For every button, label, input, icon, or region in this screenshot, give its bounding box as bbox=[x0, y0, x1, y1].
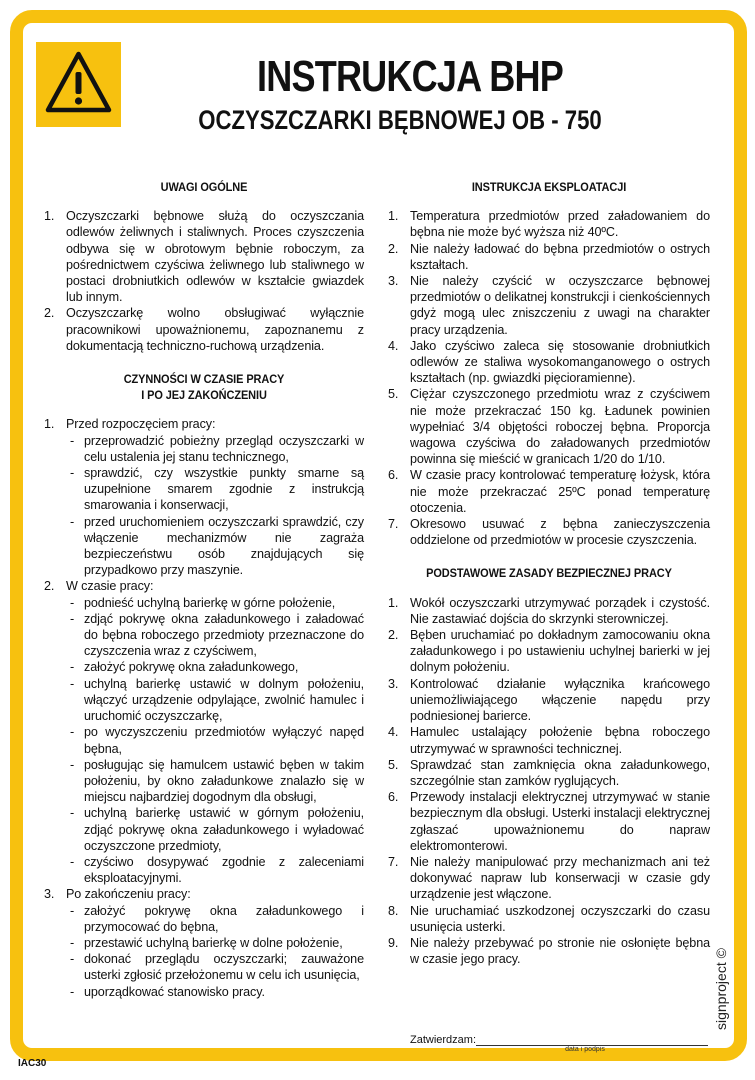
item-text: Oczyszczarki bębnowe służą do oczyszczania odlewów żeliwnych i staliwnych. Proces czyszczenia odbywa się w obrotowym bębnie roboczym, za pośrednictwem czyściwa żeliwnego lub staliwnego w postaci drobniutkich odlewów w kształcie gwiazdek lub innym. bbox=[66, 209, 364, 305]
item-number: 4. bbox=[388, 338, 399, 353]
item-number: 8. bbox=[388, 903, 399, 918]
list-item bbox=[388, 627, 710, 676]
sub-list-item: - czyściwo dosypywać zgodnie z zaleceniami eksploatacyjnymi. bbox=[66, 854, 364, 886]
sub-list-item: - uchylną barierkę ustawić w dolnym położeniu, włączyć urządzenie odpylające, zwolnić hamulec i uruchomić oczyszczarkę, bbox=[66, 676, 364, 725]
item-number: 3. bbox=[388, 676, 399, 691]
item-number: 2. bbox=[388, 241, 399, 256]
work-list bbox=[44, 416, 364, 999]
list-item bbox=[44, 305, 364, 354]
sub-list-item: - przeprowadzić pobieżny przegląd oczyszczarki w celu ustalenia jej stanu technicznego, bbox=[66, 433, 364, 465]
list-item bbox=[388, 338, 710, 387]
list-item bbox=[388, 467, 710, 516]
sub-list-item: - założyć pokrywę okna załadunkowego, bbox=[66, 659, 364, 675]
sub-list-item: - dokonać przeglądu oczyszczarki; zauważone usterki zgłosić przełożonemu w celu ich usunięcia, bbox=[66, 951, 364, 983]
operation-list bbox=[388, 208, 710, 548]
item-number: 1. bbox=[44, 417, 55, 432]
list-item bbox=[388, 903, 710, 935]
item-text: Ciężar czyszczonego przedmiotu wraz z czyściwem nie może przekraczać 150 kg. Ładunek powinien wypełniać 3/4 objętości roboczej bębna. Proporcja wagowa czyściwa do załadowanych przedmiotów powinna się mieścić w granicach 1/20 do 1/10. bbox=[410, 387, 710, 467]
item-text: Nie należy przebywać po stronie nie osłonięte bębna w czasie jego pracy. bbox=[410, 935, 710, 967]
item-number: 3. bbox=[44, 887, 55, 902]
item-number: 3. bbox=[388, 274, 399, 289]
item-number: 2. bbox=[44, 579, 55, 594]
sub-list-item: - po wyczyszczeniu przedmiotów wyłączyć napęd bębna, bbox=[66, 724, 364, 756]
item-text: Hamulec ustalający położenie bębna roboczego utrzymywać w sprawności technicznej. bbox=[410, 725, 710, 756]
list-item bbox=[44, 578, 364, 886]
section-title-general: UWAGI OGÓLNE bbox=[160, 180, 248, 194]
item-text: Po zakończeniu pracy: bbox=[66, 887, 191, 902]
list-item bbox=[388, 595, 710, 627]
item-number: 1. bbox=[388, 209, 399, 224]
list-item bbox=[388, 241, 710, 273]
warning-triangle-icon bbox=[36, 42, 121, 127]
sub-list-item: - przed uruchomieniem oczyszczarki sprawdzić, czy włączenie mechanizmów nie zagraża bezpieczeństwu osób znajdujących się przypadkowo przy maszynie. bbox=[66, 514, 364, 579]
list-item bbox=[388, 386, 710, 467]
sub-list-item: - przestawić uchylną barierkę w dolne położenie, bbox=[66, 935, 364, 951]
item-number: 5. bbox=[388, 387, 399, 402]
list-item bbox=[44, 416, 364, 578]
list-item bbox=[388, 789, 710, 854]
sub-list bbox=[66, 903, 364, 1000]
list-item bbox=[388, 208, 710, 240]
item-number: 2. bbox=[388, 628, 399, 643]
left-column bbox=[44, 172, 364, 1000]
item-text: Oczyszczarkę wolno obsługiwać wyłącznie pracownikowi upoważnionemu, zapoznanemu z dokumentacją techniczno-ruchową urządzenia. bbox=[66, 306, 364, 353]
section-title-operation: INSTRUKCJA EKSPLOATACJI bbox=[471, 180, 627, 194]
sub-list-item: - założyć pokrywę okna załadunkowego i przymocować do bębna, bbox=[66, 903, 364, 935]
item-text: W czasie pracy kontrolować temperaturę łożysk, która nie może przekraczać 25ºC ponad temperaturę otoczenia. bbox=[410, 468, 710, 515]
item-text: Jako czyściwo zaleca się stosowanie drobniutkich odlewów ze staliwa wysokomanganowego o ostrych kształtach (np. gwiazdki pięcioramienne). bbox=[410, 338, 710, 386]
item-text: Temperatura przedmiotów przed załadowaniem do bębna nie może być wyższa niż 40ºC. bbox=[410, 209, 710, 240]
signature-caption: data i podpis bbox=[565, 1046, 605, 1053]
item-text: Nie uruchamiać uszkodzonej oczyszczarki do czasu usunięcia usterki. bbox=[410, 903, 710, 934]
section-title-work-line2: I PO JEJ ZAKOŃCZENIU bbox=[141, 388, 267, 403]
item-number: 7. bbox=[388, 517, 399, 532]
list-item bbox=[44, 208, 364, 305]
approve-label: Zatwierdzam: bbox=[410, 1034, 477, 1046]
item-number: 6. bbox=[388, 468, 399, 483]
sub-list bbox=[66, 433, 364, 579]
item-text: Nie należy manipulować przy mechanizmach ani też dokonywać napraw lub konserwacji w czasie gdy urządzenie jest włączone. bbox=[410, 854, 710, 902]
item-text: Przed rozpoczęciem pracy: bbox=[66, 417, 216, 432]
sub-list-item: - zdjąć pokrywę okna załadunkowego i załadować do bębna roboczego przedmioty przeznaczone do czyszczenia wraz z czyściwem, bbox=[66, 611, 364, 660]
list-item bbox=[388, 516, 710, 548]
list-item bbox=[388, 757, 710, 789]
item-number: 4. bbox=[388, 725, 399, 740]
page-subtitle: OCZYSZCZARKI BĘBNOWEJ OB - 750 bbox=[198, 105, 602, 135]
general-list bbox=[44, 208, 364, 354]
right-column bbox=[388, 172, 710, 967]
list-item bbox=[44, 886, 364, 999]
item-text: Wokół oczyszczarki utrzymywać porządek i czystość. Nie zastawiać dojścia do skrzynki sterowniczej. bbox=[410, 595, 710, 626]
item-number: 7. bbox=[388, 854, 399, 869]
item-text: Okresowo usuwać z bębna zanieczyszczenia oddzielone od przedmiotów w procesie czyszczenia. bbox=[410, 517, 710, 548]
safety-list bbox=[388, 595, 710, 968]
section-title-work bbox=[60, 371, 348, 403]
sub-list-item: - posługując się hamulcem ustawić bęben w takim położeniu, by okno załadunkowe znalazło się w miejscu najbardziej dogodnym dla obsługi, bbox=[66, 757, 364, 806]
item-text: W czasie pracy: bbox=[66, 579, 154, 594]
item-text: Przewody instalacji elektrycznej utrzymywać w stanie bezpiecznym dla obsługi. Usterki instalacji elektrycznej zgłaszać upoważnionemu do napraw elektromonterowi. bbox=[410, 790, 710, 853]
sub-list-item: - uporządkować stanowisko pracy. bbox=[66, 984, 364, 1000]
sub-list bbox=[66, 595, 364, 887]
sign-code: IAC30 bbox=[18, 1058, 47, 1069]
list-item bbox=[388, 273, 710, 338]
list-item bbox=[388, 854, 710, 903]
sub-list-item: - podnieść uchylną barierkę w górne położenie, bbox=[66, 595, 364, 611]
sub-list-item: - sprawdzić, czy wszystkie punkty smarne są uzupełnione smarem zgodnie z instrukcją smarowania i konserwacji, bbox=[66, 465, 364, 514]
list-item bbox=[388, 935, 710, 967]
item-text: Bęben uruchamiać po dokładnym zamocowaniu okna załadunkowego i po ustawieniu uchylnej barierki w jej dolnym położeniu. bbox=[410, 628, 710, 675]
list-item bbox=[388, 676, 710, 725]
item-text: Nie należy ładować do bębna przedmiotów o ostrych kształtach. bbox=[410, 241, 710, 272]
item-text: Kontrolować działanie wyłącznika krańcowego uniemożliwiającego włączenie napędu przy podniesionej barierce. bbox=[410, 676, 710, 724]
section-title-work-line1: CZYNNOŚCI W CZASIE PRACY bbox=[123, 372, 285, 387]
item-number: 2. bbox=[44, 306, 55, 321]
item-number: 1. bbox=[44, 209, 55, 224]
section-title-safety: PODSTAWOWE ZASADY BEZPIECZNEJ PRACY bbox=[426, 566, 672, 581]
page-title: INSTRUKCJA BHP bbox=[257, 52, 563, 101]
item-number: 1. bbox=[388, 595, 399, 610]
list-item bbox=[388, 724, 710, 756]
item-text: Nie należy czyścić w oczyszczarce bębnowej przedmiotów o delikatnej konstrukcji i cienkościennych gdyż mogą ulec zniszczeniu z uwagi na charakter pracy urządzenia. bbox=[410, 274, 710, 337]
item-number: 9. bbox=[388, 935, 399, 950]
brand-label: signproject © bbox=[713, 948, 729, 1030]
item-number: 5. bbox=[388, 757, 399, 772]
item-number: 6. bbox=[388, 790, 399, 805]
sub-list-item: - uchylną barierkę ustawić w górnym położeniu, zdjąć pokrywę okna załadunkowego i wyładować oczyszczone przedmioty, bbox=[66, 805, 364, 854]
item-text: Sprawdzać stan zamknięcia okna załadunkowego, szczególnie stan zamków ryglujących. bbox=[410, 757, 710, 788]
